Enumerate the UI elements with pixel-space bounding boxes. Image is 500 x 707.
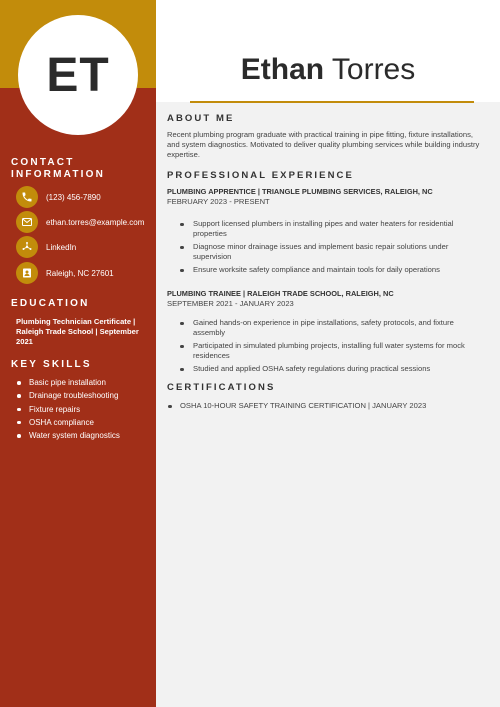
contact-phone[interactable]	[16, 186, 101, 208]
education-heading: EDUCATION	[11, 298, 90, 309]
last-name: Torres	[331, 53, 416, 86]
contact-location[interactable]	[16, 262, 114, 284]
location-icon	[16, 262, 38, 284]
contact-heading-line2: INFORMATION	[11, 169, 106, 180]
contact-location-text: Raleigh, NC 27601	[46, 268, 114, 278]
job-bullet: Studied and applied OSHA safety regulations during practical sessions	[180, 364, 480, 374]
job-bullet: Support licensed plumbers in installing pipes and water heaters for residential properties	[180, 219, 480, 239]
name-divider	[190, 101, 474, 103]
candidate-name	[156, 52, 500, 88]
phone-icon	[16, 186, 38, 208]
contact-heading-line1: CONTACT	[11, 157, 75, 168]
skill-item: Basic pipe installation	[16, 376, 120, 389]
job-bullet: Participated in simulated plumbing projects, installing full water systems for mock residences	[180, 341, 480, 361]
job-bullet: Ensure worksite safety compliance and maintain tools for daily operations	[180, 265, 480, 275]
job-bullets	[180, 219, 480, 275]
contact-linkedin-text: LinkedIn	[46, 242, 77, 252]
first-name: Ethan	[240, 53, 325, 86]
skill-item: Fixture repairs	[16, 403, 120, 416]
job-bullet: Gained hands-on experience in pipe installations, safety protocols, and fixture assembly	[180, 318, 480, 338]
linkedin-icon	[16, 236, 38, 258]
email-icon	[16, 211, 38, 233]
skills-heading: KEY SKILLS	[11, 359, 92, 370]
contact-email-text: ethan.torres@example.com	[46, 217, 145, 227]
job-dates: FEBRUARY 2023 - PRESENT	[167, 197, 270, 206]
job-title: PLUMBING APPRENTICE | TRIANGLE PLUMBING SERVICES, RALEIGH, NC	[167, 187, 433, 196]
job-bullets	[180, 318, 480, 374]
skill-item: OSHA compliance	[16, 416, 120, 429]
about-heading: ABOUT ME	[167, 113, 235, 124]
contact-email[interactable]	[16, 211, 144, 233]
contact-phone-text: (123) 456-7890	[46, 192, 101, 202]
skills-list	[16, 376, 120, 442]
skill-item: Drainage troubleshooting	[16, 389, 120, 402]
monogram-text: ET	[46, 48, 110, 102]
monogram-badge	[18, 15, 138, 135]
job-title: PLUMBING TRAINEE | RALEIGH TRADE SCHOOL, RALEIGH, NC	[167, 289, 394, 298]
certifications-heading: CERTIFICATIONS	[167, 382, 276, 393]
certification-item: OSHA 10-HOUR SAFETY TRAINING CERTIFICATION | JANUARY 2023	[167, 401, 426, 411]
certifications-list	[167, 401, 426, 411]
contact-linkedin[interactable]	[16, 236, 76, 258]
skill-item: Water system diagnostics	[16, 429, 120, 442]
experience-heading: PROFESSIONAL EXPERIENCE	[167, 170, 354, 181]
contact-heading	[11, 157, 105, 181]
education-entry: Plumbing Technician Certificate | Raleigh Trade School | September 2021	[16, 317, 139, 346]
job-bullet: Diagnose minor drainage issues and implement basic repair solutions under supervision	[180, 242, 480, 262]
about-text: Recent plumbing program graduate with practical training in pipe fitting, fixture installations, and system diagnostics. Motivated to deliver quality plumbing services while building industry expertise.	[167, 130, 480, 159]
job-dates: SEPTEMBER 2021 - JANUARY 2023	[167, 299, 294, 308]
